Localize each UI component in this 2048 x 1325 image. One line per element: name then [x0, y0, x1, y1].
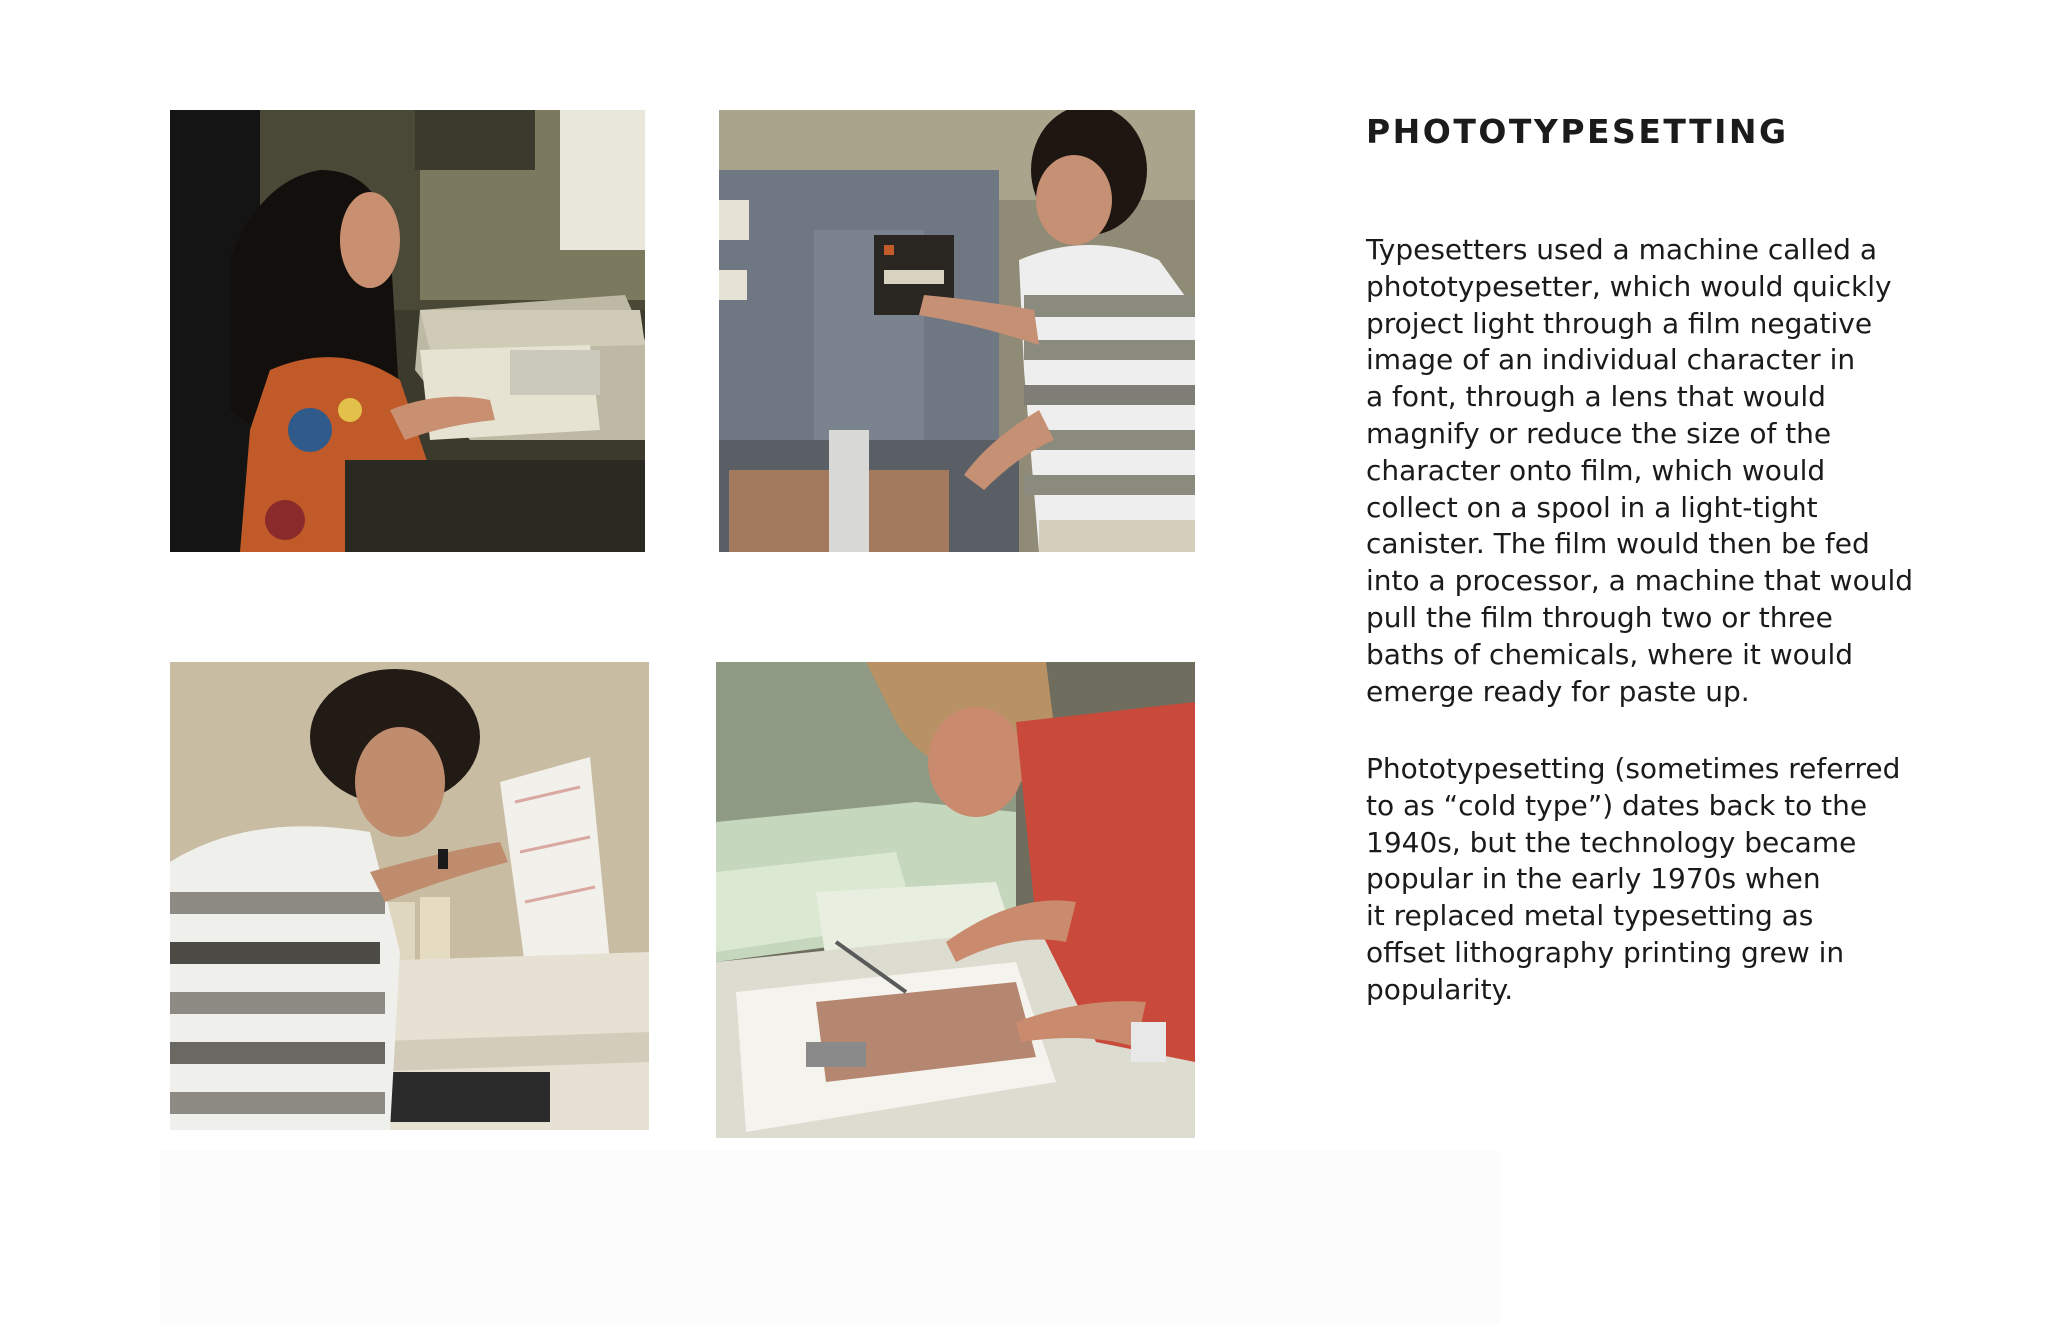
text-line: offset lithography printing grew in — [1366, 935, 1845, 969]
text-line: character onto film, which would — [1366, 453, 1826, 487]
text-line: Phototypesetting (sometimes referred — [1366, 752, 1901, 785]
background-shade — [160, 1150, 1500, 1325]
photo-man-at-machine — [719, 110, 1195, 552]
photo-woman-at-keyboard — [170, 110, 645, 552]
text-line: image of an individual character in — [1366, 343, 1856, 377]
photo-woman-at-light-table — [716, 662, 1195, 1138]
text-line: 1940s, but the technology became — [1366, 825, 1857, 859]
text-line: popularity. — [1366, 972, 1514, 1006]
text-line: a font, through a lens that would — [1366, 380, 1826, 414]
text-line: project light through a film negative — [1366, 306, 1873, 340]
text-line: into a processor, a machine that would — [1366, 564, 1914, 598]
text-line: magnify or reduce the size of the — [1366, 416, 1832, 450]
text-line: Typesetters used a machine called a — [1366, 233, 1877, 266]
text-line: popular in the early 1970s when — [1366, 862, 1821, 896]
text-line: it replaced metal typesetting as — [1366, 899, 1814, 933]
photo-man-with-paper-strip — [170, 662, 649, 1130]
text-line: canister. The film would then be fed — [1366, 527, 1870, 561]
text-line: pull the film through two or three — [1366, 600, 1833, 634]
text-line: to as “cold type”) dates back to the — [1366, 788, 1868, 822]
text-line: emerge ready for paste up. — [1366, 674, 1750, 708]
page-title: PHOTOTYPESETTING — [1366, 112, 1789, 151]
text-line: baths of chemicals, where it would — [1366, 637, 1854, 671]
body-paragraph-1 — [1366, 232, 1926, 710]
text-line: collect on a spool in a light-tight — [1366, 490, 1818, 524]
text-line: phototypesetter, which would quickly — [1366, 269, 1892, 303]
body-paragraph-2 — [1366, 751, 1926, 1009]
